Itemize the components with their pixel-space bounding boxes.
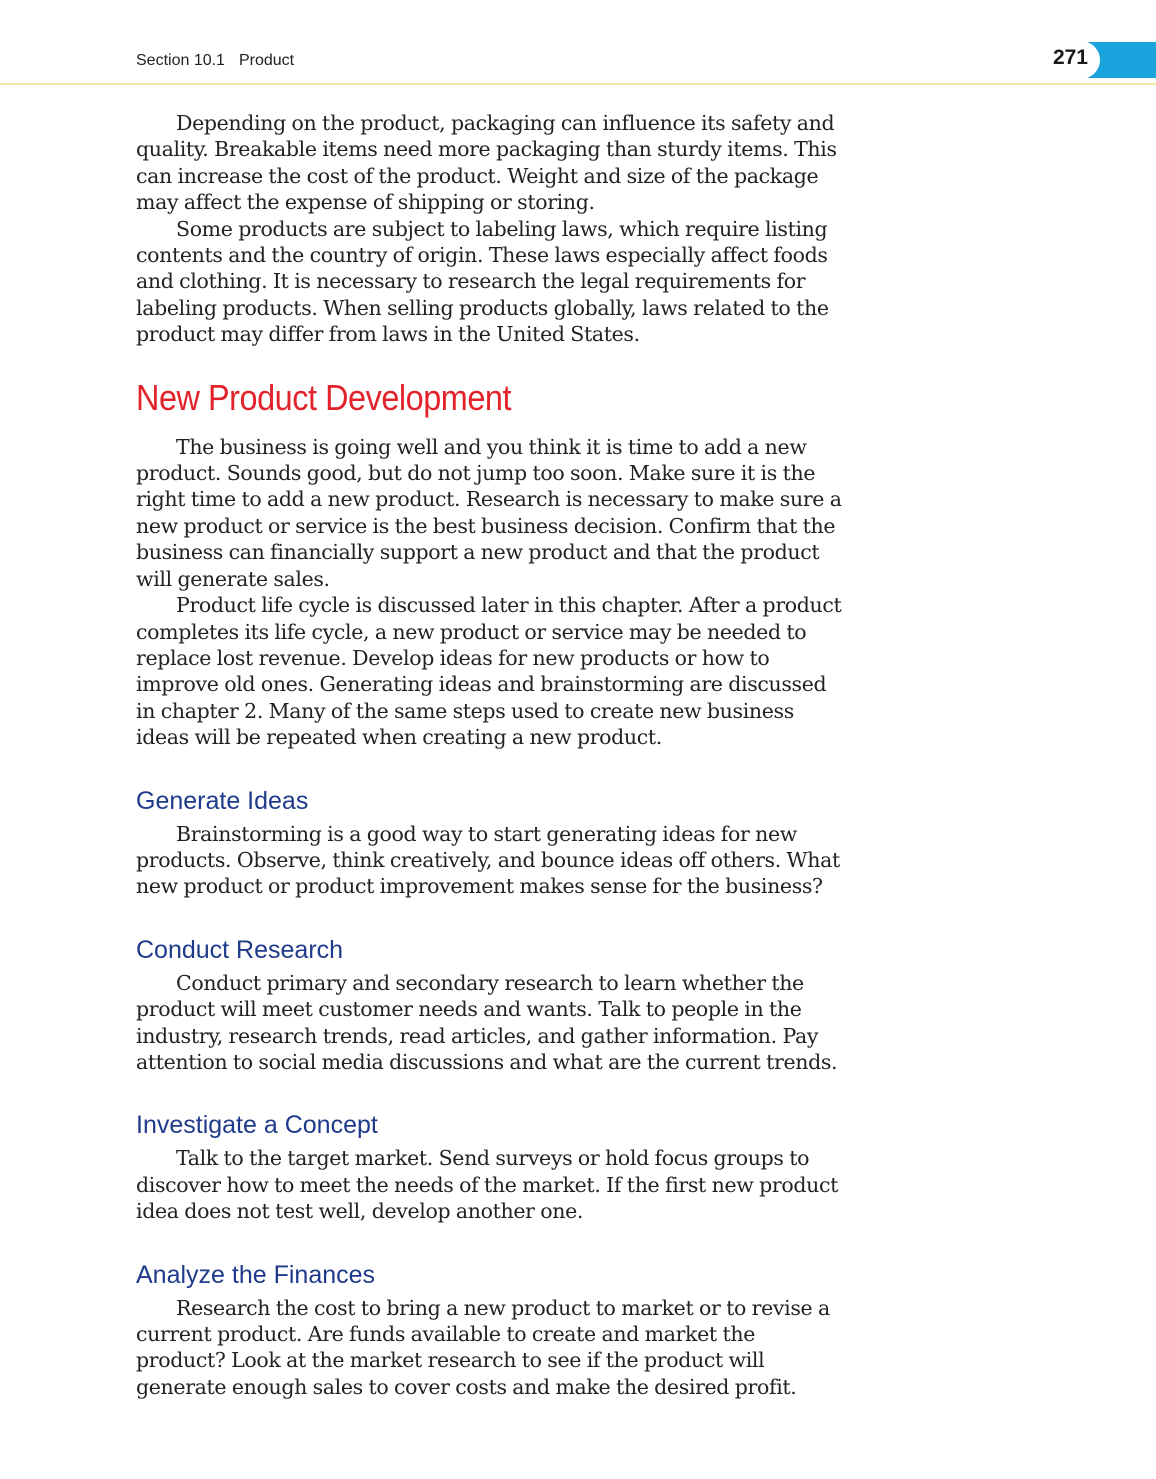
paragraph: Some products are subject to labeling laws, which require listing contents and the country of origin. These laws especially affect foods and clothing. It is necessary to research the legal requirements for labeling products. When selling products globally, laws related to the product may differ from laws in the United States. [136, 216, 829, 347]
page-header [0, 0, 1156, 84]
subsection-heading: Investigate a Concept [136, 1111, 378, 1140]
section-name: Product [238, 52, 295, 69]
paragraph: Brainstorming is a good way to start generating ideas for new products. Observe, think creatively, and bounce ideas off others. What new product or product improvement makes sense for the business? [136, 821, 840, 899]
subsection-heading: Generate Ideas [136, 786, 309, 815]
section-number: Section 10.1 [136, 52, 225, 69]
body-text [136, 110, 848, 1400]
page-number: 271 [1052, 46, 1088, 69]
subsection-heading: Analyze the Finances [136, 1260, 376, 1289]
section-heading: New Product Development [136, 376, 512, 418]
subsection-heading: Conduct Research [136, 935, 344, 964]
running-head [136, 52, 294, 70]
paragraph: Research the cost to bring a new product to market or to revise a current product. Are funds available to create and market the product? Look at the market research to see if the product will generate enough sales to cover costs and make the desired profit. [136, 1295, 830, 1399]
paragraph: Depending on the product, packaging can influence its safety and quality. Breakable items need more packaging than sturdy items. This can increase the cost of the product. Weight and size of the package may affect the expense of shipping or storing. [136, 111, 837, 215]
paragraph: Product life cycle is discussed later in this chapter. After a product completes its life cycle, a new product or service may be needed to replace lost revenue. Develop ideas for new products or how to improve old ones. Generating ideas and brainstorming are discussed in chapter 2. Many of the same steps used to create new business ideas will be repeated when creating a new product. [136, 593, 842, 750]
header-rule [0, 83, 1156, 85]
paragraph: The business is going well and you think it is time to add a new product. Sounds good, but do not jump too soon. Make sure it is the right time to add a new product. Research is necessary to make sure a new product or service is the best business decision. Confirm that the business can financially support a new product and that the product will generate sales. [136, 434, 842, 591]
paragraph: Conduct primary and secondary research to learn whether the product will meet customer needs and wants. Talk to people in the industry, research trends, read articles, and gather information. Pay attention to social media discussions and what are the current trends. [136, 970, 838, 1074]
paragraph: Talk to the target market. Send surveys or hold focus groups to discover how to meet the needs of the market. If the first new product idea does not test well, develop another one. [136, 1146, 838, 1224]
